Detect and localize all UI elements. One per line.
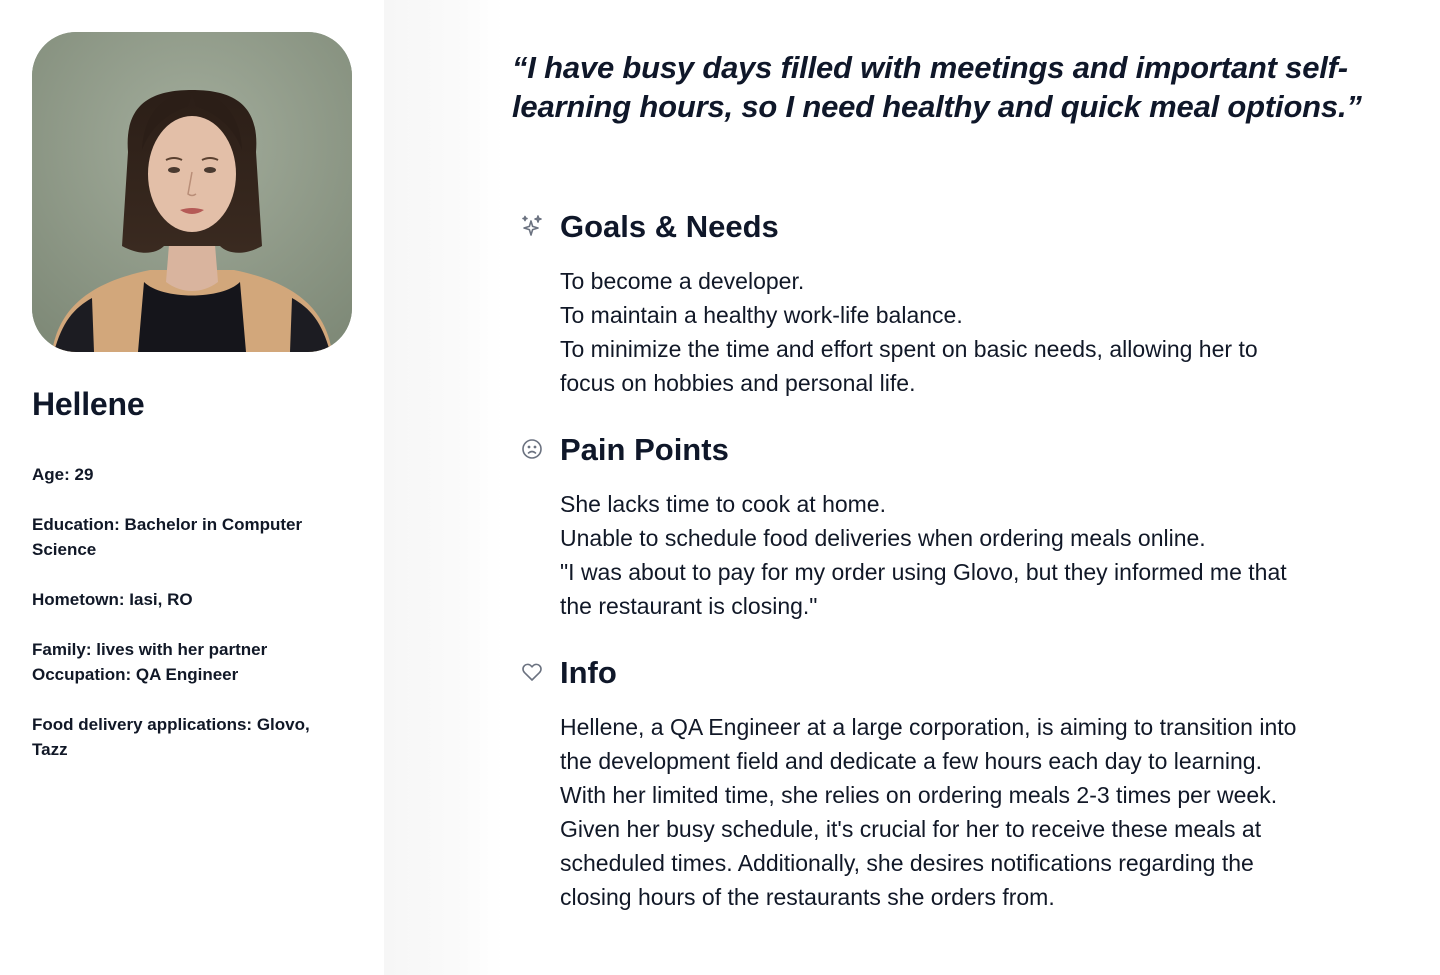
info-title: Info [560,655,617,690]
pain-point-item: She lacks time to cook at home. [560,491,886,517]
goals-title: Goals & Needs [560,209,779,244]
info-body [560,710,1300,914]
persona-quote: “I have busy days filled with meetings and important self-learning hours, so I need healthy and quick meal options.” [512,50,1362,124]
pain-points-section [512,431,1312,621]
persona-details [32,462,342,787]
goal-item: To become a developer. [560,268,805,294]
goal-item: To minimize the time and effort spent on basic needs, allowing her to focus on hobbies and personal life. [560,336,1258,396]
goal-item: To maintain a healthy work-life balance. [560,302,963,328]
pain-points-title: Pain Points [560,432,729,467]
goals-section [512,208,1312,398]
pain-points-list [560,487,1300,623]
frown-face-icon [520,437,544,461]
persona-name: Hellene [32,386,145,422]
persona-photo [32,32,352,352]
detail-occupation: Occupation: QA Engineer [32,665,239,684]
detail-food-apps: Food delivery applications: Glovo, Tazz [32,715,310,759]
heart-icon [520,660,544,684]
detail-education: Education: Bachelor in Computer Science [32,515,303,559]
detail-age: Age: 29 [32,465,94,484]
detail-hometown: Hometown: Iasi, RO [32,590,193,609]
detail-family: Family: lives with her partner [32,640,268,659]
info-section [512,654,1312,954]
persona-sidebar [0,0,384,975]
info-text: Hellene, a QA Engineer at a large corporation, is aiming to transition into the development field and dedicate a few hours each day to learning. With her limited time, she relies on ordering meals 2-3 times per week. Given her busy schedule, it's crucial for her to receive these meals at scheduled times. Additionally, she desires notifications regarding the closing hours of the restaurants she orders from. [560,714,1297,910]
pain-point-item: "I was about to pay for my order using Glovo, but they informed me that the restaurant is closing." [560,559,1287,619]
pain-point-item: Unable to schedule food deliveries when ordering meals online. [560,525,1206,551]
goals-list [560,264,1300,400]
sparkles-icon [520,214,544,238]
